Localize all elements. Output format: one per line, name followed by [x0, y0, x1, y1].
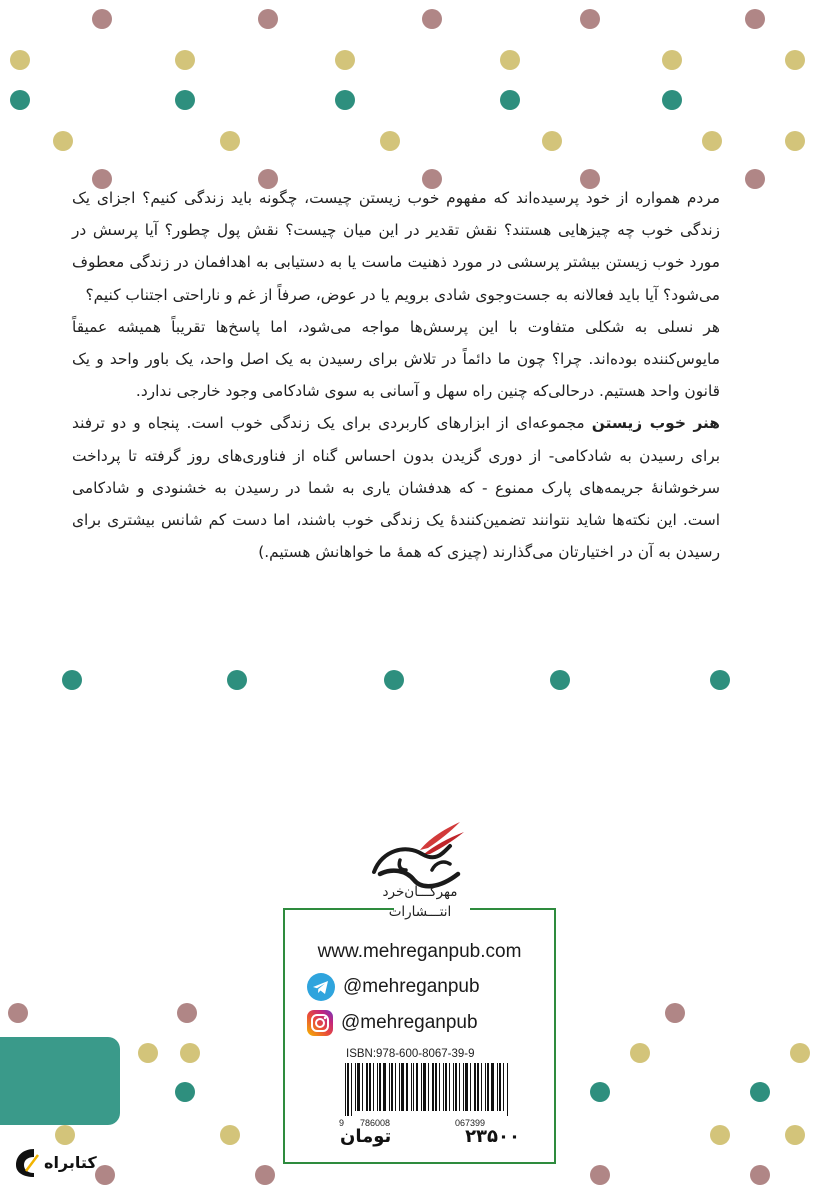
barcode-bar — [499, 1063, 501, 1111]
polka-dot — [138, 1043, 158, 1063]
side-tab — [0, 1037, 120, 1125]
polka-dot — [175, 50, 195, 70]
polka-dot — [227, 670, 247, 690]
barcode-bar — [347, 1063, 349, 1116]
polka-dot — [258, 9, 278, 29]
polka-dot — [590, 1082, 610, 1102]
barcode-bar — [428, 1063, 429, 1111]
barcode-bar — [383, 1063, 386, 1111]
telegram-row[interactable] — [307, 972, 480, 1002]
barcode-bar — [421, 1063, 422, 1111]
blurb-paragraph-1: مردم همواره از خود پرسیده‌اند که مفهوم خوب زیستن چیست، چگونه باید زندگی کنیم؟ اجزای یک زندگی خوب چه چیزهایی هستند؟ نقش تقدیر در این میان چیست؟ نقش پول چطور؟ آیا پرسش در مورد خوب زیستن بیشتر پرسشی در مورد ذهنیت ماست یا به دستیابی به اهدافمان در زندگی معطوف می‌شود؟ آیا باید فعالانه به جست‌وجوی شادی برویم یا در عوض، صرفاً از غم و ناراحتی اجتناب کنیم؟ — [72, 189, 720, 304]
barcode-bar — [395, 1063, 396, 1111]
barcode-bar — [449, 1063, 450, 1111]
isbn-barcode — [343, 1063, 513, 1116]
polka-dot — [255, 1165, 275, 1185]
back-cover-blurb — [72, 182, 720, 568]
price-amount: ۲۳۵۰۰ — [465, 1126, 520, 1147]
barcode-bar — [366, 1063, 368, 1111]
barcode-bar — [465, 1063, 468, 1111]
polka-dot — [702, 131, 722, 151]
barcode-bar — [435, 1063, 437, 1111]
barcode-bar — [377, 1063, 378, 1111]
barcode-bar — [453, 1063, 454, 1111]
isbn-label: ISBN:978-600-8067-39-9 — [346, 1048, 475, 1060]
polka-dot — [384, 670, 404, 690]
barcode-right-digits: 067399 — [455, 1118, 486, 1128]
blurb-paragraph-3 — [72, 407, 720, 568]
taaghche-label: کتابراه — [44, 1152, 97, 1172]
polka-dot — [785, 1125, 805, 1145]
barcode-bar — [477, 1063, 479, 1111]
polka-dot — [335, 50, 355, 70]
polka-dot — [220, 1125, 240, 1145]
barcode-bar — [351, 1063, 352, 1116]
polka-dot — [177, 1003, 197, 1023]
telegram-handle: @mehreganpub — [343, 976, 480, 997]
barcode-bar — [416, 1063, 418, 1111]
polka-dot — [10, 50, 30, 70]
barcode-bar — [455, 1063, 457, 1111]
polka-dot — [92, 9, 112, 29]
barcode-bar — [399, 1063, 400, 1111]
polka-dot — [750, 1165, 770, 1185]
polka-dot — [62, 670, 82, 690]
polka-dot — [220, 131, 240, 151]
polka-dot — [53, 131, 73, 151]
barcode-bar — [413, 1063, 414, 1111]
polka-dot — [175, 1082, 195, 1102]
polka-dot — [8, 1003, 28, 1023]
publisher-website[interactable]: www.mehreganpub.com — [317, 941, 522, 962]
book-price — [340, 1126, 520, 1147]
blurb-paragraph-3-text: مجموعه‌ای از ابزارهای کاربردی برای یک زندگی خوب است. پنجاه و دو ترفند برای رسیدن به شادکامی- از دوری گزیدن بدون احساس گناه از فناوری‌های روز گرفته تا پرداخت سرخوشانهٔ جریمه‌های پارک ممنوع - که هدفشان یاری به شما در رسیدن به خشنودی و شادکامی است. این نکته‌ها شاید نتوانند تضمین‌کنندهٔ یک زندگی خوب باشند، اما دست کم شانس بیشتری برای رسیدن به آن در اختیارتان می‌گذارند (چیزی که همهٔ ما خواهانش هستیم.) — [72, 414, 720, 562]
barcode-bar — [391, 1063, 393, 1111]
barcode-bar — [470, 1063, 471, 1111]
polka-dot — [542, 131, 562, 151]
barcode-bar — [406, 1063, 408, 1111]
polka-dot — [710, 1125, 730, 1145]
barcode-bar — [439, 1063, 440, 1111]
barcode-bar — [474, 1063, 476, 1111]
barcode-bar — [423, 1063, 426, 1111]
publisher-subtitle: انتـــشارات — [388, 904, 452, 920]
barcode-bar — [463, 1063, 464, 1111]
barcode-bar — [379, 1063, 381, 1111]
barcode-bar — [401, 1063, 404, 1111]
barcode-bar — [481, 1063, 482, 1111]
polka-dot — [180, 1043, 200, 1063]
barcode-prefix-digit: 9 — [339, 1118, 345, 1128]
polka-dot — [630, 1043, 650, 1063]
polka-dot — [580, 9, 600, 29]
polka-dot — [750, 1082, 770, 1102]
taaghche-logo-icon — [12, 1145, 42, 1179]
polka-dot — [710, 670, 730, 690]
instagram-handle: @mehreganpub — [341, 1012, 478, 1033]
polka-dot — [500, 50, 520, 70]
barcode-bar — [355, 1063, 356, 1111]
instagram-icon — [307, 1010, 333, 1036]
polka-dot — [95, 1165, 115, 1185]
polka-dot — [745, 169, 765, 189]
polka-dot — [175, 90, 195, 110]
barcode-bar — [443, 1063, 444, 1111]
polka-dot — [422, 9, 442, 29]
barcode-bar — [487, 1063, 489, 1111]
polka-dot — [590, 1165, 610, 1185]
barcode-bar — [357, 1063, 360, 1111]
polka-dot — [785, 131, 805, 151]
blurb-paragraph-2: هر نسلی به شکلی متفاوت با این پرسش‌ها مواجه می‌شود، اما پاسخ‌ها تقریباً همیشه عمیقاً مایوس‌کننده بوده‌اند. چرا؟ چون ما دائماً در تلاش برای رسیدن به یک اصل واحد، یک باور واحد و یک قانون واحد هستیم. درحالی‌که چنین راه سهل و آسانی به سوی شادکامی وجود خارجی ندارد. — [72, 317, 720, 401]
barcode-bar — [497, 1063, 498, 1111]
telegram-icon — [307, 973, 335, 1001]
price-currency: تومان — [340, 1126, 392, 1147]
barcode-bar — [485, 1063, 486, 1111]
barcode-bar — [432, 1063, 434, 1111]
barcode-bar — [373, 1063, 374, 1111]
barcode-bar — [507, 1063, 508, 1116]
taaghche-watermark — [12, 1140, 97, 1184]
barcode-bar — [369, 1063, 371, 1111]
polka-dot — [335, 90, 355, 110]
barcode-bar — [503, 1063, 504, 1111]
barcode-bar — [345, 1063, 346, 1116]
instagram-row[interactable] — [307, 1008, 478, 1038]
polka-dot — [665, 1003, 685, 1023]
polka-dot — [662, 90, 682, 110]
polka-dot — [10, 90, 30, 110]
polka-dot — [500, 90, 520, 110]
barcode-bar — [459, 1063, 460, 1111]
barcode-bar — [362, 1063, 363, 1111]
book-title-inline: هنر خوب زیستن — [591, 414, 720, 433]
barcode-bar — [445, 1063, 447, 1111]
polka-dot — [662, 50, 682, 70]
barcode-left-digits: 786008 — [360, 1118, 391, 1128]
polka-dot — [550, 670, 570, 690]
polka-dot — [785, 50, 805, 70]
barcode-bar — [491, 1063, 494, 1111]
polka-dot — [380, 131, 400, 151]
barcode-bar — [411, 1063, 412, 1111]
publisher-name: مهرگـــان‌خرد — [382, 884, 458, 900]
polka-dot — [790, 1043, 810, 1063]
polka-dot — [745, 9, 765, 29]
barcode-bar — [389, 1063, 390, 1111]
